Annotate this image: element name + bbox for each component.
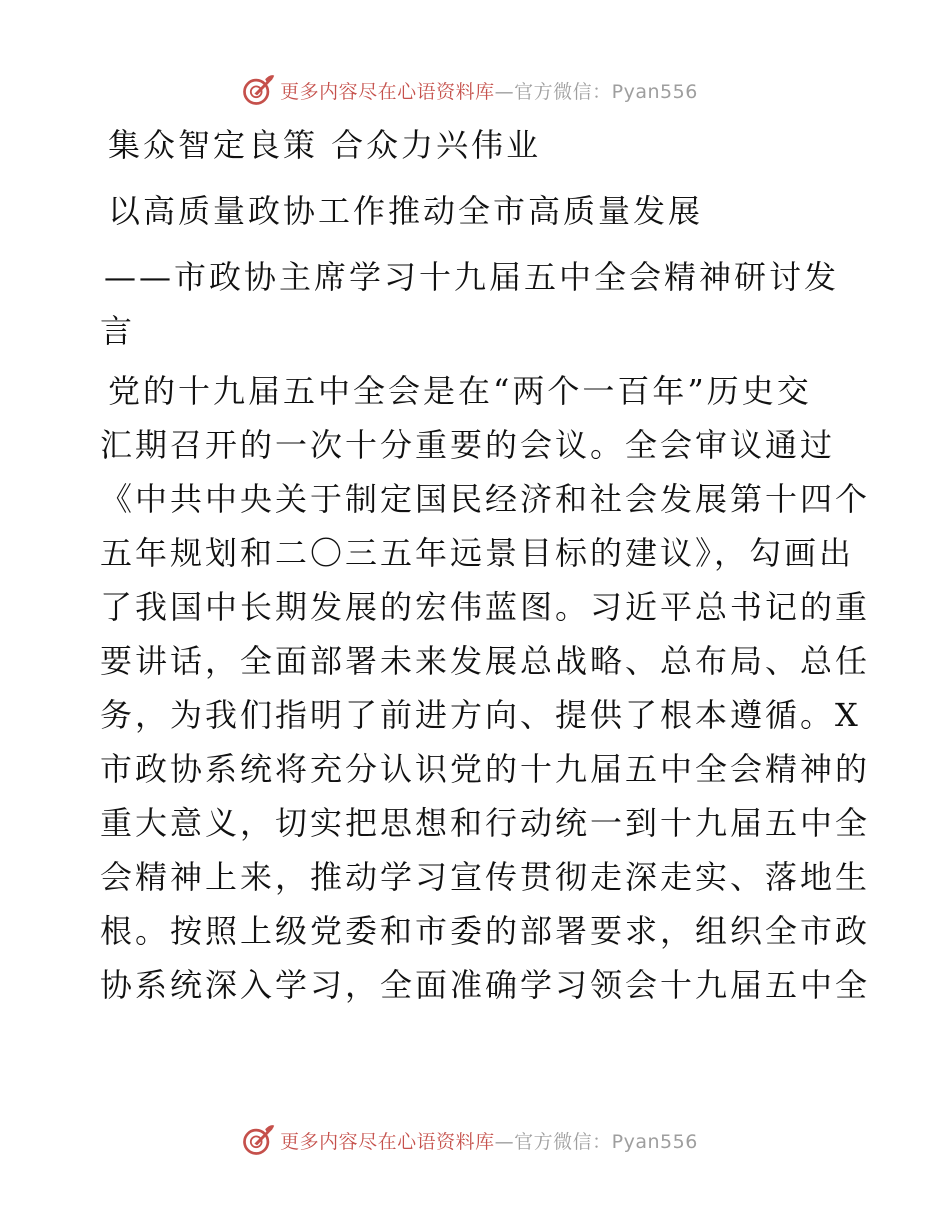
body-line-6: 要讲话，全面部署未来发展总战略、总布局、总任 bbox=[100, 642, 871, 680]
body-line-1: 党的十九届五中全会是在“两个一百年”历史交 bbox=[108, 372, 812, 410]
banner-main-text: 更多内容尽在心语资料库 bbox=[280, 1130, 495, 1153]
document-body bbox=[100, 118, 871, 1012]
title-line-2: 以高质量政协工作推动全市高质量发展 bbox=[108, 192, 704, 230]
body-line-11: 根。按照上级党委和市委的部署要求，组织全市政 bbox=[100, 912, 871, 950]
title-line-3: ——市政协主席学习十九届五中全会精神研讨发 bbox=[104, 258, 840, 296]
body-line-8: 市政协系统将充分认识党的十九届五中全会精神的 bbox=[100, 750, 871, 788]
body-line-10: 会精神上来，推动学习宣传贯彻走深走实、落地生 bbox=[100, 858, 871, 896]
body-line-3: 《中共中央关于制定国民经济和社会发展第十四个 bbox=[100, 480, 871, 518]
body-line-12: 协系统深入学习，全面准确学习领会十九届五中全 bbox=[100, 966, 871, 1004]
header-watermark-banner bbox=[0, 70, 950, 110]
quill-logo-icon bbox=[240, 72, 276, 108]
banner-tag-text: —官方微信：Pyan556 bbox=[494, 80, 698, 103]
body-line-2: 汇期召开的一次十分重要的会议。全会审议通过 bbox=[100, 426, 836, 464]
body-line-7: 务，为我们指明了前进方向、提供了根本遵循。X bbox=[100, 696, 861, 734]
body-line-9: 重大意义，切实把思想和行动统一到十九届五中全 bbox=[100, 804, 871, 842]
banner-main-text: 更多内容尽在心语资料库 bbox=[280, 80, 495, 103]
body-line-5: 了我国中长期发展的宏伟蓝图。习近平总书记的重 bbox=[100, 588, 871, 626]
banner-tag-text: —官方微信：Pyan556 bbox=[494, 1130, 698, 1153]
title-line-1: 集众智定良策 合众力兴伟业 bbox=[108, 126, 542, 164]
body-line-4: 五年规划和二〇三五年远景目标的建议》，勾画出 bbox=[100, 534, 855, 572]
footer-watermark-banner bbox=[0, 1120, 950, 1160]
quill-logo-icon bbox=[240, 1122, 276, 1158]
title-line-4: 言 bbox=[100, 312, 136, 350]
